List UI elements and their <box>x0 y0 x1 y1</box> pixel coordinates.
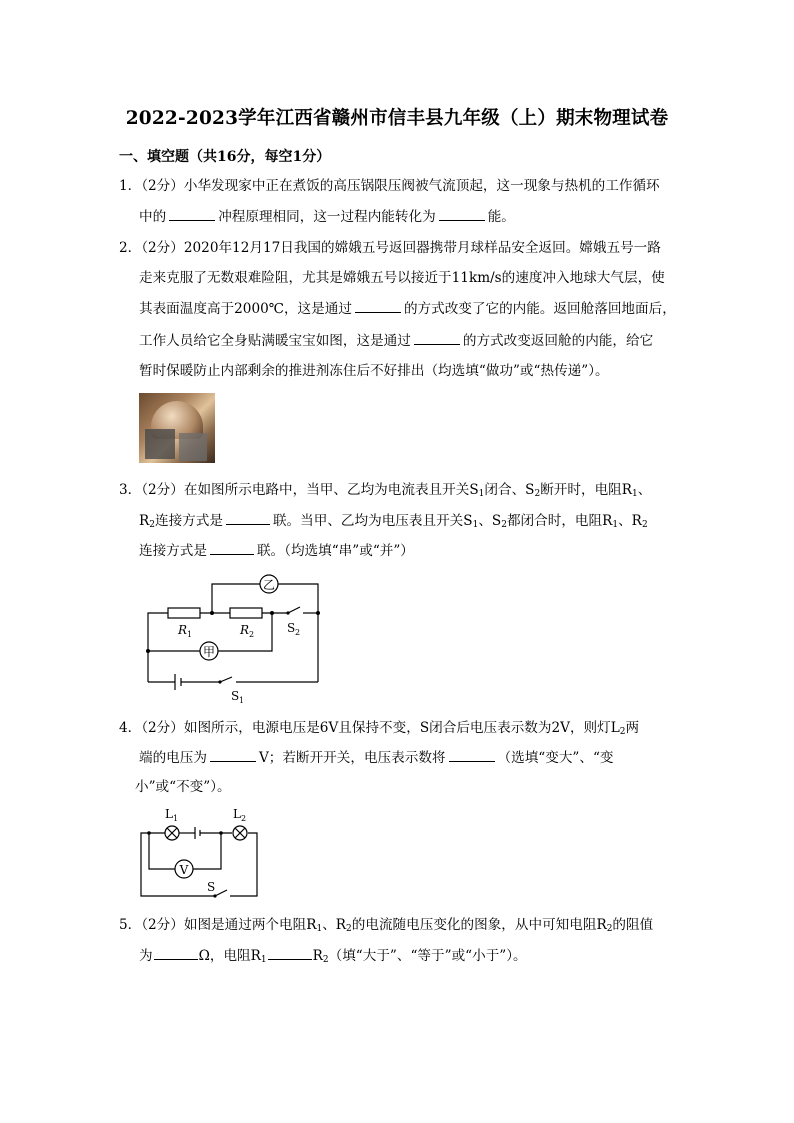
q3-text-3b: 联。（均选填“串”或“并”） <box>256 543 414 559</box>
sub-1: 1 <box>478 489 485 499</box>
q4-circuit-diagram <box>135 803 265 903</box>
sub-1: 1 <box>632 489 638 499</box>
sub-2: 2 <box>322 955 329 965</box>
q2-text-1: 2．（2分）2020年12月17日我国的嫦娥五号返回器携带月球样品安全返回。嫦娥五号一路 <box>119 240 661 256</box>
q2-line-1 <box>119 238 661 258</box>
q4-text-3: 小”或“不变”）。 <box>135 779 231 795</box>
q2-line-5 <box>139 361 609 381</box>
sub-1: 1 <box>260 955 267 965</box>
sub-1: 1 <box>472 520 479 530</box>
q3-text-3a: 连接方式是 <box>139 543 207 559</box>
sub-2: 2 <box>501 520 507 530</box>
q4-text-1a: 4．（2分）如图所示，电源电压是6V且保持不变，S闭合后电压表示数为2V，则灯L <box>119 720 620 736</box>
r1-label: R <box>178 623 188 637</box>
q5-blank-1[interactable] <box>154 945 198 960</box>
lamp-l1-sub: 1 <box>173 814 179 823</box>
q3-text-1b: 闭合、S <box>484 482 535 498</box>
q4-text-2b: V；若断开开关，电压表示数将 <box>258 750 446 766</box>
sub-1: 1 <box>612 520 619 530</box>
r2-label: R <box>240 623 250 637</box>
sub-2: 2 <box>149 520 155 530</box>
q1-line-2 <box>139 206 515 227</box>
q4-line-1 <box>119 718 639 742</box>
q1-text-1: 1．（2分）小华发现家中正在煮饭的高压锅限压阀被气流顶起，这一现象与热机的工作循环 <box>119 178 660 194</box>
q5-line-1 <box>119 915 653 939</box>
q2-blank-2[interactable] <box>414 330 460 345</box>
sub-1: 1 <box>316 924 323 934</box>
q3-text-2b: 连接方式是 <box>154 513 223 529</box>
q4-line-2 <box>139 747 614 768</box>
q1-text-2b: 冲程原理相同，这一过程内能转化为 <box>218 209 436 225</box>
q3-blank-1[interactable] <box>226 510 270 525</box>
q3-blank-2[interactable] <box>210 540 254 555</box>
q1-blank-1[interactable] <box>169 206 215 221</box>
q1-blank-2[interactable] <box>439 206 485 221</box>
switch-s-label: S <box>207 880 216 894</box>
q5-text-2a: 为 <box>139 948 153 964</box>
q5-line-2 <box>139 945 527 970</box>
q4-line-3 <box>135 777 231 797</box>
q2-text-3b: 的方式改变了它的内能。返回舱落回地面后， <box>403 301 676 317</box>
q5-text-2d: （填“大于”、“等于”或“小于”）。 <box>328 948 527 964</box>
sub-2: 2 <box>346 924 352 934</box>
q2-text-3a: 其表面温度高于2000℃，这是通过 <box>139 301 352 317</box>
sub-2: 2 <box>606 924 613 934</box>
q2-text-4b: 的方式改变返回舱的内能，给它 <box>462 333 654 349</box>
q2-line-3 <box>139 298 676 319</box>
q5-text-1c: 的电流随电压变化的图象，从中可知电阻R <box>351 917 607 933</box>
r1-sub: 1 <box>187 630 193 639</box>
q3-text-2a: R <box>139 513 150 529</box>
q3-line-2 <box>139 510 648 535</box>
q1-text-2a: 中的 <box>139 209 167 225</box>
q3-text-2c: 联。当甲、乙均为电压表且开关S <box>272 513 473 529</box>
q5-text-2b: Ω，电阻R <box>198 948 261 964</box>
q3-text-2d: 、S <box>478 513 502 529</box>
q4-text-1b: 两 <box>625 720 640 736</box>
q5-text-1d: 的阻值 <box>612 917 654 933</box>
q5-text-1b: 、R <box>322 917 347 933</box>
sub-2: 2 <box>641 520 648 530</box>
section-heading: 一、填空题（共16分，每空1分） <box>119 149 331 165</box>
q2-text-2: 走来克服了无数艰难险阻，尤其是嫦娥五号以接近于11km/s的速度冲入地球大气层，使 <box>139 270 665 286</box>
q3-text-1c: 断开时，电阻R <box>540 482 633 498</box>
q4-blank-1[interactable] <box>210 747 256 762</box>
q5-blank-2[interactable] <box>268 945 312 960</box>
s1-sub: 1 <box>239 696 245 705</box>
q3-text-1a: 3．（2分）在如图所示电路中，当甲、乙均为电流表且开关S <box>119 482 479 498</box>
q3-text-2f: 、R <box>618 513 642 529</box>
q4-blank-2[interactable] <box>449 747 495 762</box>
q1-line-1 <box>119 176 660 196</box>
q3-circuit-diagram <box>140 570 330 705</box>
q3-text-1d: 、 <box>637 482 652 498</box>
returner-capsule-photo <box>139 393 215 463</box>
sub-2: 2 <box>619 727 626 737</box>
lamp-l2-label: L <box>233 807 241 821</box>
ammeter-yi-label: 乙 <box>262 578 276 592</box>
q3-text-2e: 都闭合时，电阻R <box>506 513 613 529</box>
q2-line-2 <box>139 268 665 288</box>
q2-line-4 <box>139 330 653 351</box>
q2-blank-1[interactable] <box>355 298 401 313</box>
q3-line-3 <box>139 540 414 561</box>
s1-label: S <box>231 689 240 703</box>
q1-text-2c: 能。 <box>487 209 515 225</box>
q2-text-4a: 工作人员给它全身贴满暖宝宝如图，这是通过 <box>139 333 411 349</box>
q5-text-2c: R <box>312 948 323 964</box>
s2-label: S <box>287 621 296 635</box>
voltmeter-label: V <box>179 863 189 877</box>
lamp-l2-sub: 2 <box>241 814 247 823</box>
q2-text-5: 暂时保暖防止内部剩余的推进剂冻住后不好排出（均选填“做功”或“热传递”）。 <box>139 363 609 379</box>
sub-2: 2 <box>534 489 541 499</box>
ammeter-jia-label: 甲 <box>202 645 216 659</box>
q5-text-1a: 5．（2分）如图是通过两个电阻R <box>119 917 317 933</box>
r2-sub: 2 <box>249 630 255 639</box>
lamp-l1-label: L <box>165 807 173 821</box>
q4-text-2a: 端的电压为 <box>139 750 207 766</box>
s2-sub: 2 <box>295 628 301 637</box>
q3-line-1 <box>119 480 651 504</box>
q4-text-2c: （选填“变大”、“变 <box>497 750 614 766</box>
page-title: 2022-2023学年江西省赣州市信丰县九年级（上）期末物理试卷 <box>125 108 669 129</box>
